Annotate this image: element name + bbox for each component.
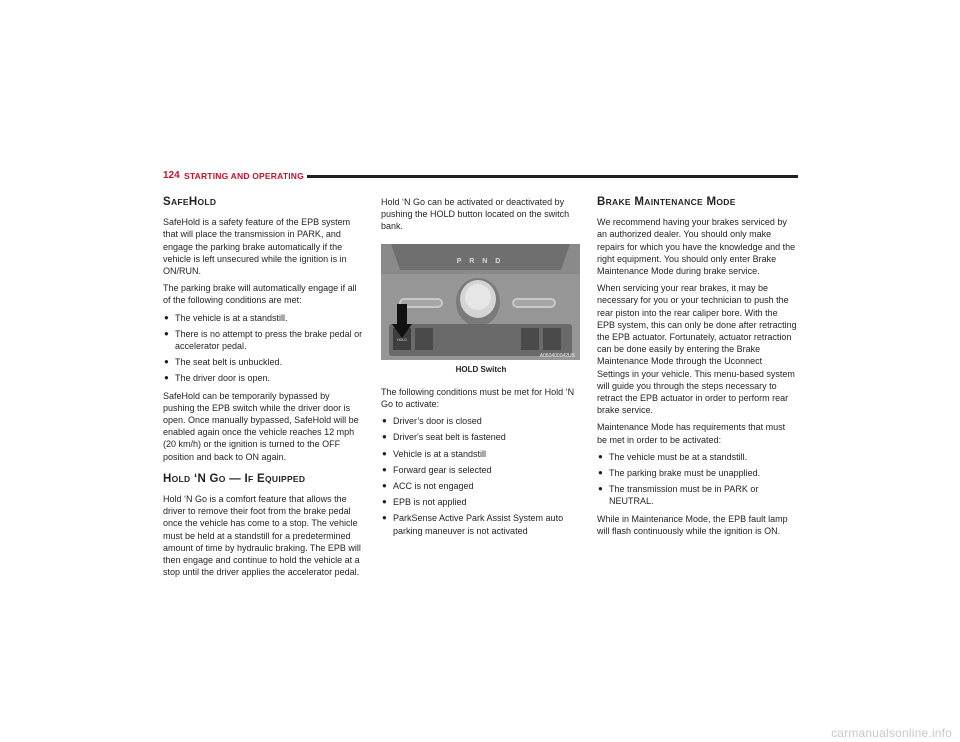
column-left xyxy=(163,196,363,583)
console-illustration xyxy=(381,244,580,360)
list-item: ● ParkSense Active Park Assist System auto parking maneuver is not activated xyxy=(381,512,581,536)
list-item: ● Vehicle is at a standstill xyxy=(381,448,581,460)
list-item: ● Forward gear is selected xyxy=(381,464,581,476)
figure-caption: HOLD Switch xyxy=(455,364,507,374)
list-item: ● Driver's seat belt is fastened xyxy=(381,431,581,443)
heading-hold-n-go: HOLD ‘N GO — IF EQUIPPED xyxy=(163,472,306,485)
paragraph: The parking brake will automatically engage if all of the following conditions are met: xyxy=(163,283,357,306)
paragraph: Maintenance Mode has requirements that must be met in order to be activated: xyxy=(597,422,786,445)
bullet-list xyxy=(163,312,363,385)
page-header xyxy=(163,170,798,184)
paragraph: While in Maintenance Mode, the EPB fault lamp will flash continuously while the ignition is ON. xyxy=(597,513,788,536)
paragraph: SafeHold can be temporarily bypassed by pushing the EPB switch while the driver door is open. Once manually bypassed, SafeHold will be enabled again once the vehicle reaches 12 mph (20 km/h) or the ignition is turned to the OFF position and back to ON again. xyxy=(163,390,359,462)
hold-switch-figure xyxy=(381,244,580,360)
bullet-list xyxy=(597,451,797,508)
paragraph: When servicing your rear brakes, it may be necessary for you or your technician to push the rear piston into the rear caliper bore. With the EPB system, this can only be done after retracting the EPB actuator. Fortunately, actuator retraction can be done easily by entering the Brake Maintenance Mode through the Uconnect Settings in your vehicle. This menu-based system will guide you through the steps necessary to retract the EPB actuator in order to perform rear brake service. xyxy=(597,283,797,416)
bullet-list xyxy=(381,415,581,537)
paragraph: The following conditions must be met for Hold ‘N Go to activate: xyxy=(381,386,575,410)
list-item: ● The driver door is open. xyxy=(163,372,363,384)
heading-safehold: SAFEHOLD xyxy=(163,196,217,208)
page-number: 124 xyxy=(163,170,180,181)
list-item: ● Driver’s door is closed xyxy=(381,415,581,427)
paragraph: Hold ‘N Go is a comfort feature that allows the driver to remove their foot from the brake pedal once the vehicle has come to a stop. The vehicle must be held at a standstill for a predetermined amount of time by hydraulic braking. The EPB will then engage and continue to hold the vehicle at a stop until the driver applies the accelerator pedal. xyxy=(163,494,361,578)
list-item: ● There is no attempt to press the brake pedal or accelerator pedal. xyxy=(163,328,363,352)
list-item: ● The transmission must be in PARK or NEUTRAL. xyxy=(597,483,797,507)
paragraph: We recommend having your brakes serviced by an authorized dealer. You should only make repairs for which you have the knowledge and the right equipment. You should only enter Brake Maintenance Mode during brake service. xyxy=(597,217,796,277)
list-item: ● EPB is not applied xyxy=(381,496,581,508)
column-right xyxy=(597,196,797,542)
hold-button-label: HOLD xyxy=(397,337,407,342)
paragraph: SafeHold is a safety feature of the EPB system that will place the transmission in PARK, and engage the parking brake automatically if the vehicle is left unsecured while the ignition is in ON/RUN. xyxy=(163,217,351,277)
list-item: ● The vehicle is at a standstill. xyxy=(163,312,363,324)
gear-label: P R N D xyxy=(456,257,504,265)
heading-brake-maintenance: BRAKE MAINTENANCE MODE xyxy=(597,196,736,208)
list-item: ● The vehicle must be at a standstill. xyxy=(597,451,797,463)
section-title: STARTING AND OPERATING xyxy=(184,171,304,181)
header-rule xyxy=(307,175,798,178)
list-item: ● The parking brake must be unapplied. xyxy=(597,467,797,479)
paragraph: Hold ‘N Go can be activated or deactivated by pushing the HOLD button located on the switch bank. xyxy=(381,197,570,232)
figure-code: A060400042US xyxy=(539,352,575,359)
watermark: carmanualsonline.info xyxy=(831,726,952,740)
column-middle xyxy=(381,196,581,542)
list-item: ● The seat belt is unbuckled. xyxy=(163,356,363,368)
list-item: ● ACC is not engaged xyxy=(381,480,581,492)
